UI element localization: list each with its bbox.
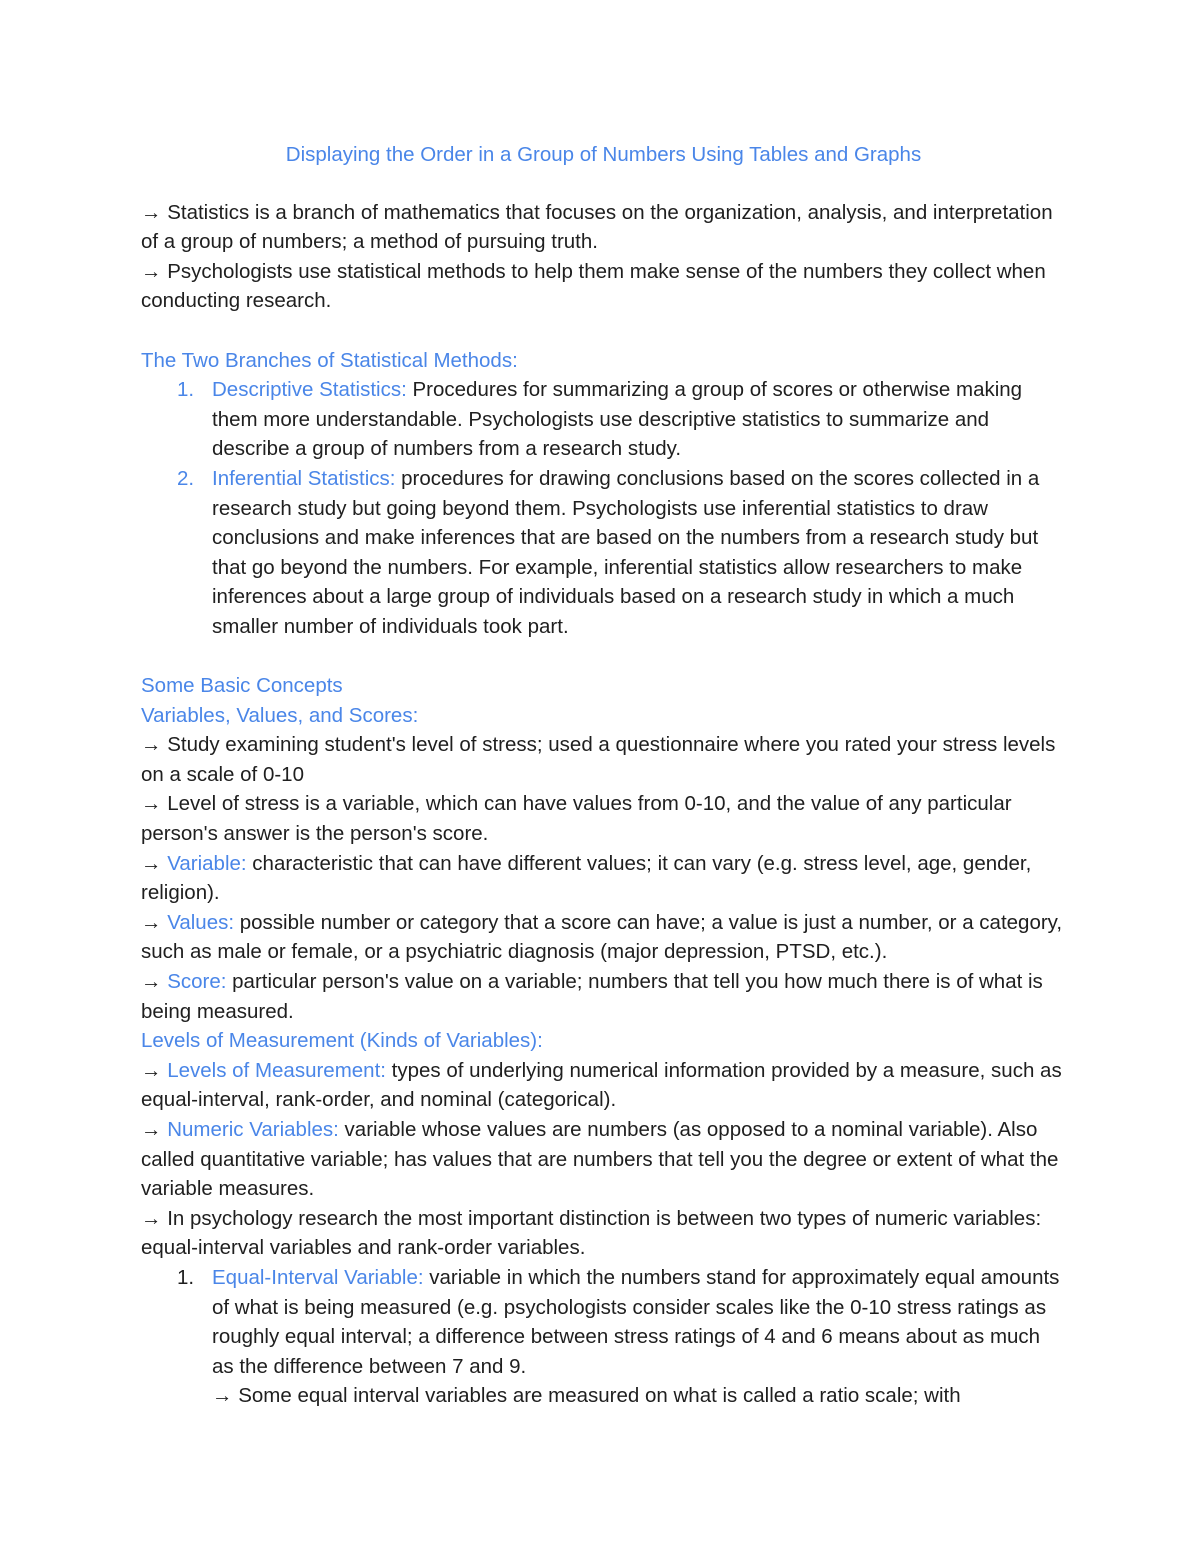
term-values: Values: — [167, 910, 235, 934]
definition-text: Procedures for summarizing a group of scores or otherwise making them more understandable. Psychologists use descriptive statistics to summarize and describe a group of numbers from a research study. — [212, 378, 1023, 461]
arrow: → — [141, 910, 168, 934]
concepts-heading: Some Basic Concepts — [141, 674, 343, 698]
spacer — [141, 642, 1066, 672]
definition-text: types of underlying numerical information provided by a measure, such as equal-interval, rank-order, and nominal (categorical). — [141, 1058, 1062, 1112]
term-descriptive-statistics: Descriptive Statistics: — [212, 378, 407, 402]
concepts-subheading: Variables, Values, and Scores: — [141, 703, 419, 727]
numeric-types-list — [141, 1263, 1066, 1411]
distinction-paragraph: → In psychology research the most important distinction is between two types of numeric variables: equal-interval variables and rank-order variables. — [141, 1206, 1042, 1260]
variable-definition — [141, 849, 1066, 908]
levels-of-measurement-definition — [141, 1056, 1066, 1115]
definition-text: characteristic that can have different values; it can vary (e.g. stress level, age, gender, religion). — [141, 851, 1032, 905]
term-numeric-variables: Numeric Variables: — [167, 1118, 339, 1141]
list-item — [141, 1263, 1066, 1411]
intro-paragraph-2: → Psychologists use statistical methods to help them make sense of the numbers they collect when conducting research. — [141, 259, 1046, 313]
definition-text: procedures for drawing conclusions based on the scores collected in a research study but going beyond them. Psychologists use inferential statistics to draw conclusions and make inferences that are based on the numbers from a research study but that go beyond the numbers. For example, inferential statistics allow researchers to make inferences about a large group of individuals based on a research study in which a much smaller number of individuals took part. — [212, 466, 1040, 638]
concepts-paragraph-1: → Study examining student's level of stress; used a questionnaire where you rated your stress levels on a scale of 0-10 — [141, 733, 1056, 786]
definition-text: variable whose values are numbers (as opposed to a nominal variable). Also called quantitative variable; has values that are numbers that tell you the degree or extent of what the variable measures. — [141, 1118, 1059, 1201]
term-equal-interval-variable: Equal-Interval Variable: — [212, 1265, 424, 1289]
list-number: 2. — [177, 466, 195, 490]
spacer — [141, 316, 1066, 346]
document-page — [141, 140, 1066, 1411]
term-variable: Variable: — [167, 851, 247, 875]
score-definition — [141, 967, 1066, 1026]
definition-text: particular person's value on a variable; numbers that tell you how much there is of what is being measured. — [141, 970, 1043, 1023]
list-number: 1. — [177, 1265, 195, 1289]
arrow: → — [141, 851, 168, 875]
term-score: Score: — [167, 970, 227, 994]
list-item — [141, 464, 1066, 642]
values-definition — [141, 908, 1066, 967]
numeric-variables-definition — [141, 1115, 1066, 1204]
list-number: 1. — [177, 378, 195, 402]
page-title: Displaying the Order in a Group of Numbers Using Tables and Graphs — [285, 143, 922, 166]
branches-list — [141, 375, 1066, 641]
concepts-paragraph-2: → Level of stress is a variable, which can have values from 0-10, and the value of any particular person's answer is the person's score. — [141, 792, 1012, 846]
definition-text: possible number or category that a score can have; a value is just a number, or a category, such as male or female, or a psychiatric diagnosis (major depression, PTSD, etc.). — [141, 910, 1063, 964]
arrow: → — [141, 1058, 168, 1082]
ratio-scale-note: → Some equal interval variables are measured on what is called a ratio scale; with — [212, 1384, 961, 1408]
list-item — [141, 375, 1066, 464]
term-levels-of-measurement: Levels of Measurement: — [167, 1058, 386, 1082]
intro-paragraph-1: → Statistics is a branch of mathematics that focuses on the organization, analysis, and interpretation of a group of numbers; a method of pursuing truth. — [141, 200, 1053, 254]
branches-heading: The Two Branches of Statistical Methods: — [141, 348, 518, 372]
arrow: → — [141, 1118, 168, 1141]
definition-text: variable in which the numbers stand for approximately equal amounts of what is being measured (e.g. psychologists consider scales like the 0-10 stress ratings as roughly equal interval; a difference between stress ratings of 4 and 6 means about as much as the difference between 7 and 9. — [212, 1265, 1060, 1378]
arrow: → — [141, 970, 168, 994]
levels-heading: Levels of Measurement (Kinds of Variables): — [141, 1029, 543, 1053]
term-inferential-statistics: Inferential Statistics: — [212, 466, 396, 490]
